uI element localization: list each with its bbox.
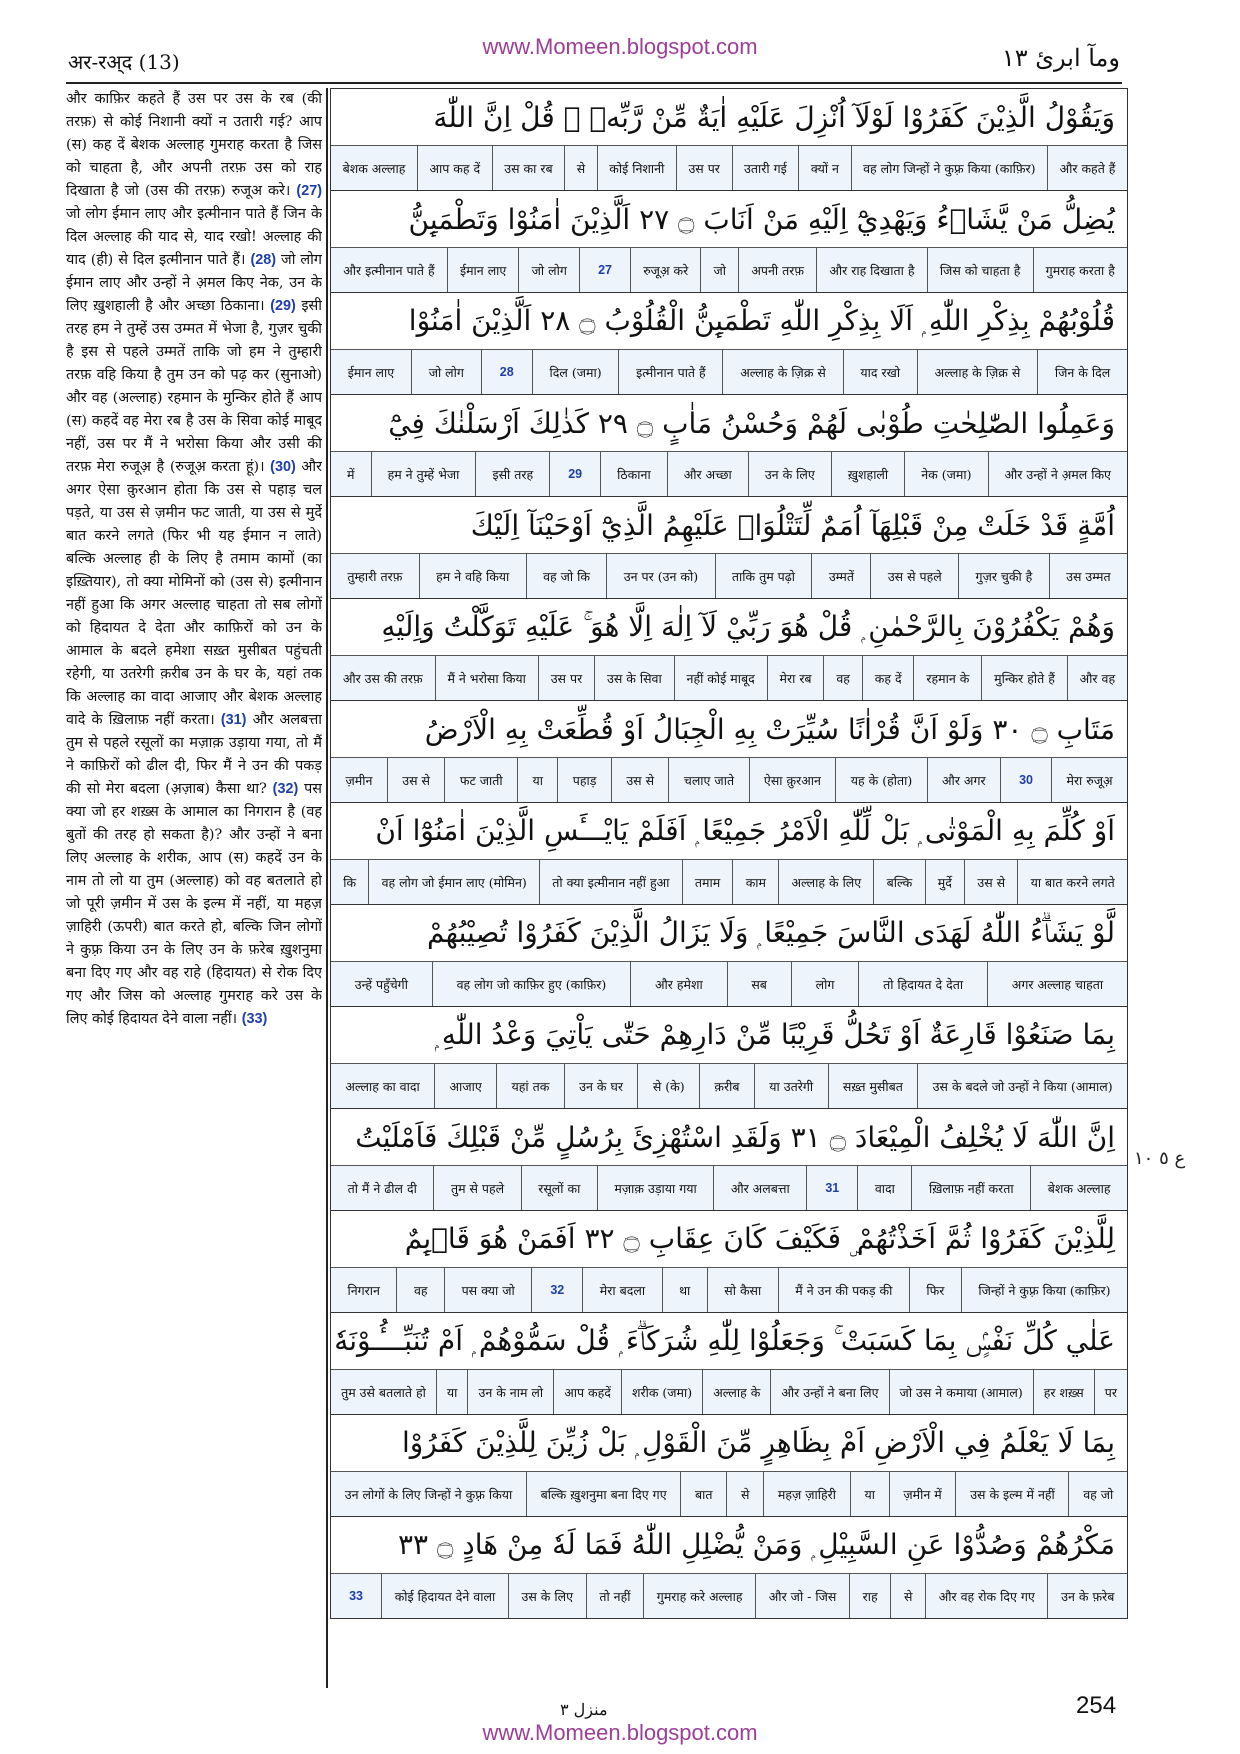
gloss-cell: वह (396, 1268, 444, 1312)
gloss-cell: वादा (857, 1166, 911, 1210)
arabic-line: وَعَمِلُوا الصّٰلِحٰتِ طُوْبٰى لَهُمْ وَحُسْنُ مَاٰبٍ ۝ ٢٩ كَذٰلِكَ اَرْسَلْنٰكَ فِيْٓ (331, 395, 1127, 451)
arabic-line: مَتَابِ ۝ ٣٠ وَلَوْ اَنَّ قُرْاٰنًا سُيِّرَتْ بِهِ الْجِبَالُ اَوْ قُطِّعَتْ بِهِ الْاَرْضُ (331, 701, 1127, 757)
arabic-line: وَيَقُوْلُ الَّذِيْنَ كَفَرُوْا لَوْلَآ اُنْزِلَ عَلَيْهِ اٰيَةٌ مِّنْ رَّبِّهٖ ۭ قُلْ اِنَّ اللّٰهَ (331, 89, 1127, 145)
gloss-cell: इत्मीनान पाते हैं (618, 350, 722, 394)
gloss-cell: उन के लिए (748, 452, 831, 496)
gloss-cell: तुम उसे बतलाते हो (341, 1384, 426, 1400)
gloss-cell: और अच्छा (667, 452, 748, 496)
gloss-cell: जो (700, 248, 738, 292)
arabic-line: لَّوْ يَشَاۗءُ اللّٰهُ لَهَدَى النَّاسَ جَمِيْعًا ۭ وَلَا يَزَالُ الَّذِيْنَ كَفَرُوْا تُصِيْبُهُمْ (331, 905, 1127, 961)
verse-row (331, 292, 1127, 394)
gloss-cell: उन लोगों के लिए जिन्हों ने कुफ़्र किया (344, 1486, 513, 1502)
gloss-cell: तो मैं ने ढील दी (347, 1180, 417, 1196)
verse-number: (30) (270, 459, 296, 475)
gloss-cell: आप कह दें (417, 146, 492, 190)
gloss-cell: अगर अल्लाह चाहता (987, 962, 1127, 1006)
gloss-cell: काम (732, 860, 778, 904)
gloss-row (331, 451, 1127, 496)
verse-number: (33) (241, 1011, 268, 1027)
gloss-cell: से (564, 146, 597, 190)
verse-row (331, 190, 1127, 292)
gloss-cell: सख़्त मुसीबत (828, 1064, 918, 1108)
gloss-cell: तुम्हारी तरफ़ (347, 568, 403, 584)
gloss-cell: अल्लाह के ज़िक्र से (722, 350, 842, 394)
gloss-row (331, 1369, 1127, 1414)
site-url-header: www.Momeen.blogspot.com (482, 34, 758, 59)
translation-paragraph: जो लोग ईमान लाए और इत्मीनान पाते हैं जिन के दिल अल्लाह की याद से, याद रखो! अल्लाह की याद (ही) से दिल इत्मीनान पाते हैं। (66, 206, 322, 268)
gloss-cell: ईमान लाए (447, 248, 519, 292)
gloss-cell: हम ने तुम्हें भेजा (371, 452, 476, 496)
arabic-line: قُلُوْبُهُمْ بِذِكْرِ اللّٰهِ ۭ اَلَا بِذِكْرِ اللّٰهِ تَطْمَىِٕنُّ الْقُلُوْبُ ۝ ٢٨ اَلَّذِيْنَ اٰمَنُوْا (331, 293, 1127, 349)
gloss-cell: अल्लाह के ज़िक्र से (917, 350, 1037, 394)
gloss-cell: बल्कि (873, 860, 924, 904)
gloss-row (331, 1267, 1127, 1312)
gloss-row (331, 1165, 1127, 1210)
gloss-cell: ख़िलाफ़ नहीं करता (911, 1166, 1030, 1210)
gloss-cell: याद रखो (843, 350, 917, 394)
verse-number-cell: 29 (549, 452, 600, 496)
gloss-cell: ईमान लाए (347, 364, 395, 380)
gloss-cell: सब (727, 962, 791, 1006)
gloss-cell: अपनी तरफ़ (738, 248, 816, 292)
gloss-cell: उस पर (676, 146, 732, 190)
gloss-cell: जो लोग (518, 248, 579, 292)
gloss-cell: हर शख़्स (1033, 1370, 1094, 1414)
gloss-cell: शरीक (जमा) (621, 1370, 702, 1414)
header-rule (66, 82, 1122, 84)
verse-row (331, 394, 1127, 496)
column-divider (326, 88, 328, 1688)
juz-name-header: ومآ ابرئ ١٣ (1001, 44, 1120, 72)
manzil-label: منزل ٣ (560, 1700, 608, 1719)
gloss-cell: मैं ने भरोसा किया (435, 656, 538, 700)
gloss-cell: उस के सिवा (594, 656, 674, 700)
surah-name-header: अर-रअ्द (13) (68, 50, 180, 74)
gloss-cell: मेरा बदला (582, 1268, 661, 1312)
gloss-cell: राह (849, 1574, 890, 1618)
gloss-cell: या (850, 1472, 889, 1516)
gloss-cell: रसूलों का (521, 1166, 597, 1210)
gloss-cell: और जो - जिस (755, 1574, 849, 1618)
gloss-cell: और अलबत्ता (713, 1166, 806, 1210)
gloss-cell: उस से (611, 758, 669, 802)
translation-paragraph: और अगर ऐसा क़ुरआन होता कि उस से पहाड़ चल पड़ते, या उस से ज़मीन फट जाती, या उस से मुर्दे बात करने लगते (फिर भी यह ईमान न लाते) बल्कि अल्लाह ही के लिए है तमाम कामों (का इख़्तियार), तो क्या मोमिनों को (उस से) इत्मीनान नहीं हुआ कि अगर अल्लाह चाहता तो सब लोगों को हिदायत दे देता और काफ़िरों को उन के आमाल के बदले हमेशा सख़्त मुसीबत पहुंचती रहेगी, या उतरेगी क़रीब उन के घर के, यहां तक कि अल्लाह का वादा आजाए और बेशक अल्लाह वादे के ख़िलाफ़ नहीं करता। (66, 459, 322, 728)
gloss-cell: कोई हिदायत देने वाला (381, 1574, 508, 1618)
gloss-cell: पर (1094, 1370, 1127, 1414)
gloss-cell: बात (680, 1472, 726, 1516)
gloss-cell: ताकि तुम पढ़ो (715, 554, 812, 598)
verse-number: (28) (250, 252, 277, 268)
gloss-cell: में (347, 466, 355, 482)
gloss-cell: उन के फ़रेब (1047, 1574, 1127, 1618)
gloss-cell: फिर (909, 1268, 961, 1312)
verse-row (331, 1312, 1127, 1414)
gloss-cell: चलाए जाते (668, 758, 748, 802)
verse-row (331, 496, 1127, 598)
gloss-cell: आजाए (434, 1064, 496, 1108)
gloss-cell: वह लोग जो काफ़िर हुए (काफ़िर) (432, 962, 630, 1006)
gloss-cell: गुमराह करे अल्लाह (643, 1574, 755, 1618)
gloss-cell: जिन्हों ने कुफ़्र किया (काफ़िर) (961, 1268, 1127, 1312)
gloss-cell: उस के बदले जो उन्हों ने किया (आमाल) (917, 1064, 1127, 1108)
gloss-cell: या उतरेगी (754, 1064, 828, 1108)
gloss-cell: से (के) (637, 1064, 699, 1108)
verse-number: (29) (270, 298, 296, 314)
gloss-cell: वह लोग जिन्हों ने कुफ़्र किया (काफ़िर) (851, 146, 1048, 190)
gloss-cell: तमाम (682, 860, 733, 904)
gloss-cell: तो क्या इत्मीनान नहीं हुआ (539, 860, 682, 904)
translation-column (66, 88, 322, 1686)
translation-paragraph: इसी तरह हम ने तुम्हें उस उम्मत में भेजा है, गुज़र चुकी है इस से पहले उम्मतें ताकि जो हम ने तुम्हारी तरफ़ वहि किया है तुम उन को पढ़ कर (सुनाओ) और वह (अल्लाह) रहमान के मुन्किर होते हैं आप (स) कहदें वह मेरा रब है उस के सिवा कोई माबूद नहीं, उस पर मैं ने भरोसा किया और उसी की तरफ़ मेरा रुजूअ़ है (रुजूअ़ करता हूं)। (66, 298, 322, 475)
gloss-cell: और अगर (927, 758, 1000, 802)
gloss-cell: मेरा रुजूअ़ (1051, 758, 1127, 802)
gloss-cell: उस के लिए (508, 1574, 586, 1618)
gloss-row (331, 145, 1127, 190)
arabic-line: بِمَا لَا يَعْلَمُ فِي الْاَرْضِ اَمْ بِظَاهِرٍ مِّنَ الْقَوْلِ ۭ بَلْ زُيِّنَ لِلَّذِيْنَ كَفَرُوْا (331, 1415, 1127, 1471)
gloss-cell: अल्लाह का वादा (345, 1078, 420, 1094)
translation-paragraph: जो लोग ईमान लाए और उन्हों ने अ़मल किए नेक, उन के लिए ख़ुशहाली है और अच्छा ठिकाना। (66, 252, 322, 314)
gloss-cell: और राह दिखाता है (816, 248, 926, 292)
verse-number-cell: 31 (806, 1166, 857, 1210)
gloss-cell: लोग (791, 962, 858, 1006)
gloss-cell: तो हिदायत दे देता (858, 962, 987, 1006)
gloss-cell: रहमान के (913, 656, 981, 700)
gloss-cell: वह लोग जो ईमान लाए (मोमिन) (368, 860, 539, 904)
verse-row (331, 1516, 1127, 1618)
gloss-cell: उस उम्मत (1049, 554, 1127, 598)
gloss-cell: गुमराह करता है (1033, 248, 1127, 292)
gloss-cell: कह दें (862, 656, 914, 700)
gloss-cell: क़रीब (699, 1064, 754, 1108)
arabic-line: بِمَا صَنَعُوْا قَارِعَةٌ اَوْ تَحُلُّ قَرِيْبًا مِّنْ دَارِهِمْ حَتّٰى يَاْتِيَ وَعْدُ اللّٰهِ ۭ (331, 1007, 1127, 1063)
gloss-row (331, 655, 1127, 700)
gloss-cell: बेशक अल्लाह (342, 160, 406, 176)
gloss-cell: हम ने वहि किया (419, 554, 526, 598)
translation-paragraph: और अलबत्ता तुम से पहले रसूलों का मज़ाक़ उड़ाया गया, तो मैं ने काफ़िरों को ढील दी, फिर मैं ने उन की पकड़ की सो मेरा बदला (अ़ज़ाब) कैसा था? (66, 712, 322, 797)
verse-number: (27) (296, 183, 322, 199)
arabic-line: لِلَّذِيْنَ كَفَرُوْا ثُمَّ اَخَذْتُهُمْ ۣ فَكَيْفَ كَانَ عِقَابِ ۝ ٣٢ اَفَمَنْ هُوَ قَاۗىِٕمٌ (331, 1211, 1127, 1267)
gloss-cell: उन्हें पहुँचेगी (354, 976, 408, 992)
gloss-cell: जिस को चाहता है (927, 248, 1033, 292)
gloss-cell: उन पर (उन को) (606, 554, 714, 598)
arabic-line: اُمَّةٍ قَدْ خَلَتْ مِنْ قَبْلِهَآ اُمَمٌ لِّتَتْلُوَا۟ عَلَيْهِمُ الَّذِيْٓ اَوْحَيْنَآ اِلَيْكَ (331, 497, 1127, 553)
gloss-cell: यह के (होता) (835, 758, 926, 802)
gloss-cell: था (662, 1268, 707, 1312)
gloss-cell: और वह रोक दिए गए (925, 1574, 1047, 1618)
arabic-line: وَهُمْ يَكْفُرُوْنَ بِالرَّحْمٰنِ ۭ قُلْ هُوَ رَبِّيْ لَآ اِلٰهَ اِلَّا هُوَ ۚ عَلَيْهِ تَوَكَّلْتُ وَاِلَيْهِ (331, 599, 1127, 655)
translation-text (66, 88, 322, 1031)
gloss-cell: अल्लाह के लिए (778, 860, 873, 904)
verse-number-cell: 27 (579, 248, 630, 292)
gloss-cell: जो लोग (411, 350, 481, 394)
page-number: 254 (1076, 1692, 1117, 1719)
gloss-cell: ऐसा क़ुरआन (749, 758, 836, 802)
gloss-cell: दिल (जमा) (532, 350, 619, 394)
gloss-row (331, 349, 1127, 394)
gloss-row (331, 247, 1127, 292)
gloss-cell: उन के घर (564, 1064, 638, 1108)
gloss-cell: ठिकाना (600, 452, 667, 496)
gloss-cell: ख़ुशहाली (831, 452, 904, 496)
gloss-cell: उम्मतें (811, 554, 870, 598)
gloss-cell: उस का रब (492, 146, 564, 190)
gloss-cell: बल्कि ख़ुशनुमा बना दिए गए (526, 1472, 680, 1516)
verse-row (331, 700, 1127, 802)
translation-paragraph: और काफ़िर कहते हैं उस पर उस के रब (की तरफ़) से कोई निशानी क्यों न उतारी गई? आप (स) कह दें बेशक अल्लाह गुमराह करता है जिस को चाहता है, और अपनी तरफ़ उस को राह दिखाता है जो (उस की तरफ़) रुजूअ करे। (66, 91, 322, 199)
gloss-cell: या (517, 758, 557, 802)
gloss-row (331, 1063, 1127, 1108)
verse-row (331, 1108, 1127, 1210)
gloss-cell: पहाड़ (557, 758, 611, 802)
gloss-cell: उस के इल्म में नहीं (955, 1472, 1068, 1516)
gloss-cell: रुजूअ़ करे (630, 248, 700, 292)
gloss-cell: से (726, 1472, 763, 1516)
arabic-line: اِنَّ اللّٰهَ لَا يُخْلِفُ الْمِيْعَادَ ۝ ٣١ وَلَقَدِ اسْتُهْزِئَ بِرُسُلٍ مِّنْ قَبْلِكَ فَاَمْلَيْتُ (331, 1109, 1127, 1165)
gloss-cell: तुम से पहले (433, 1166, 520, 1210)
gloss-cell: मैं ने उन की पकड़ की (778, 1268, 909, 1312)
gloss-cell: जिन के दिल (1037, 350, 1127, 394)
gloss-cell: फट जाती (444, 758, 517, 802)
verse-row (331, 802, 1127, 904)
gloss-cell: जो उस ने कमाया (आमाल) (889, 1370, 1033, 1414)
verse-number: (32) (272, 781, 299, 797)
gloss-cell: उस पर (538, 656, 594, 700)
gloss-cell: मेरा रब (767, 656, 824, 700)
gloss-cell: कोई निशानी (597, 146, 676, 190)
gloss-cell: महज़ ज़ाहिरी (763, 1472, 850, 1516)
gloss-cell: मुर्दे (925, 860, 965, 904)
verse-row (331, 1210, 1127, 1312)
gloss-cell: या (436, 1370, 468, 1414)
gloss-cell: या बात करने लगते (1017, 860, 1127, 904)
gloss-cell: वह जो कि (526, 554, 607, 598)
verse-row (331, 1414, 1127, 1516)
gloss-cell: और उन्हों ने अ़मल किए (988, 452, 1128, 496)
gloss-cell: नेक (जमा) (904, 452, 987, 496)
arabic-line: عَلٰي كُلِّ نَفْسٍۢ بِمَا كَسَبَتْ ۚ وَجَعَلُوْا لِلّٰهِ شُرَكَاۗءَ ۭ قُلْ سَمُّوْهُمْ ۭ اَمْ تُنَبِّـــُٔـوْنَهٗ (331, 1313, 1127, 1369)
verse-number-cell: 28 (481, 350, 532, 394)
gloss-cell: उन के नाम लो (467, 1370, 553, 1414)
gloss-cell: उस से (964, 860, 1017, 904)
gloss-cell: गुज़र चुकी है (958, 554, 1049, 598)
gloss-cell: और उस की तरफ़ (342, 670, 423, 686)
gloss-cell: पस क्या जो (444, 1268, 531, 1312)
gloss-cell: नहीं कोई माबूद (674, 656, 767, 700)
gloss-cell: मुन्किर होते हैं (981, 656, 1067, 700)
gloss-cell: ज़मीन में (889, 1472, 956, 1516)
gloss-cell: और इत्मीनान पाते हैं (343, 262, 435, 278)
verse-number-cell: 33 (349, 1588, 363, 1603)
site-url-footer: www.Momeen.blogspot.com (482, 1720, 758, 1745)
gloss-cell: और वह (1067, 656, 1127, 700)
gloss-row (331, 1573, 1127, 1618)
gloss-cell: अल्लाह के (702, 1370, 770, 1414)
arabic-line: اَوْ كُلِّمَ بِهِ الْمَوْتٰى ۭ بَلْ لِّلّٰهِ الْاَمْرُ جَمِيْعًا ۭ اَفَلَمْ يَايْـــَٔسِ الَّذِيْنَ اٰمَنُوْٓا اَنْ (331, 803, 1127, 859)
verse-number-cell: 30 (1000, 758, 1051, 802)
gloss-cell: वह जो (1068, 1472, 1127, 1516)
gloss-cell: और कहते हैं (1047, 146, 1127, 190)
gloss-cell: वह (823, 656, 861, 700)
gloss-cell: यहां तक (496, 1064, 564, 1108)
gloss-cell: और उन्हों ने बना लिए (770, 1370, 888, 1414)
arabic-line: مَكْرُهُمْ وَصُدُّوْا عَنِ السَّبِيْلِ ۭ وَمَنْ يُّضْلِلِ اللّٰهُ فَمَا لَهٗ مِنْ هَادٍ ۝ ٣٣ (331, 1517, 1127, 1573)
gloss-cell: ज़मीन (345, 772, 373, 788)
verse-row (331, 88, 1127, 190)
gloss-cell: सो कैसा (707, 1268, 778, 1312)
gloss-row (331, 553, 1127, 598)
gloss-cell: क्यों न (798, 146, 850, 190)
gloss-cell: और हमेशा (630, 962, 726, 1006)
gloss-cell: मज़ाक़ उड़ाया गया (597, 1166, 713, 1210)
gloss-cell: कि (343, 874, 357, 890)
word-by-word-table (330, 88, 1128, 1619)
gloss-row (331, 961, 1127, 1006)
gloss-cell: निगरान (347, 1282, 380, 1298)
gloss-row (331, 757, 1127, 802)
verse-number: (31) (220, 712, 247, 728)
arabic-line: يُضِلُّ مَنْ يَّشَاۗءُ وَيَهْدِيْٓ اِلَيْهِ مَنْ اَنَابَ ۝ ٢٧ اَلَّذِيْنَ اٰمَنُوْا وَتَطْمَىِٕنُّ (331, 191, 1127, 247)
gloss-cell: तो नहीं (586, 1574, 643, 1618)
verse-number-cell: 32 (531, 1268, 582, 1312)
gloss-cell: इसी तरह (475, 452, 549, 496)
translation-paragraph: पस क्या जो हर शख़्स के आमाल का निगरान है (वह बुतों की तरह हो सकता है)? और उन्हों ने बना लिए अल्लाह के शरीक, आप (स) कहदें उन के नाम तो लो या तुम (अल्लाह) को वह बतलाते हो जो पूरी ज़मीन में उस के इल्म में नहीं, या महज़ ज़ाहिरी (ऊपरी) बात करते हो, बल्कि जिन लोगों ने कुफ़्र किया उन के लिए उन के फ़रेब ख़ुशनुमा बना दिए गए और वह राहे (हिदायत) से रोक दिए गए और जिस को अल्लाह गुमराह करे उस के लिए कोई हिदायत देने वाला नहीं। (66, 781, 322, 1027)
gloss-cell: उस से (387, 758, 445, 802)
gloss-cell: आप कहदें (553, 1370, 621, 1414)
gloss-cell: उस से पहले (870, 554, 958, 598)
gloss-cell: से (890, 1574, 925, 1618)
gloss-cell: उतारी गई (732, 146, 799, 190)
verse-row (331, 1006, 1127, 1108)
gloss-row (331, 859, 1127, 904)
verse-row (331, 904, 1127, 1006)
gloss-row (331, 1471, 1127, 1516)
gloss-cell: बेशक अल्लाह (1030, 1166, 1127, 1210)
verse-row (331, 598, 1127, 700)
ruku-marker: ع ٥ ١٠ (1134, 1148, 1186, 1169)
